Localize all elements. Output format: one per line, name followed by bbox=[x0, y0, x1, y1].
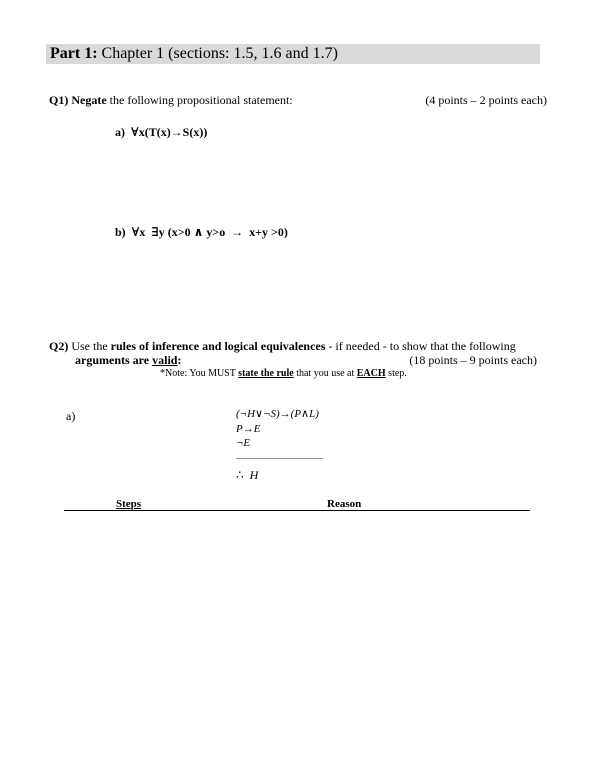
therefore-symbol: ∴ bbox=[236, 468, 244, 482]
argument-divider bbox=[236, 458, 323, 459]
premise-3: ¬E bbox=[236, 437, 251, 449]
q2-note-mid: that you use at bbox=[296, 368, 355, 379]
q1-verb: Negate bbox=[71, 93, 107, 107]
q1-item-a-expr: ∀x(T(x)→S(x)) bbox=[131, 125, 208, 139]
q1-prompt bbox=[49, 92, 293, 108]
part-label: Part 1: bbox=[50, 45, 98, 62]
conclusion bbox=[236, 467, 258, 483]
q1-text: the following propositional statement: bbox=[109, 93, 293, 107]
part-chapter: Chapter 1 (sections: 1.5, 1.6 and 1.7) bbox=[101, 45, 338, 62]
q2-note bbox=[160, 367, 407, 380]
q1-item-b-expr: ∀x ∃y (x>0 ∧ y>o → x+y >0) bbox=[131, 225, 288, 239]
q1-item-b-label: b) bbox=[115, 225, 126, 239]
q2-note-each: EACH bbox=[356, 368, 386, 379]
q1-points: (4 points – 2 points each) bbox=[425, 93, 547, 107]
q2-rules-phrase: rules of inference and logical equivalences bbox=[110, 339, 326, 353]
part-title bbox=[50, 43, 338, 65]
q2-item-a-label: a) bbox=[66, 409, 76, 423]
premise-2: P→E bbox=[236, 423, 261, 435]
q2-points: (18 points – 9 points each) bbox=[409, 353, 537, 367]
q1-item-a bbox=[115, 124, 207, 140]
conclusion-value: H bbox=[249, 468, 259, 482]
steps-header-label: Steps bbox=[116, 498, 142, 510]
q2-note-state-rule: state the rule bbox=[238, 368, 294, 379]
reason-column-header bbox=[327, 497, 361, 511]
q2-mid: - if needed - to show that the following bbox=[328, 339, 516, 353]
q2-note-post: step. bbox=[388, 368, 407, 379]
premise-1: (¬H∨¬S)→(P∧L) bbox=[236, 408, 319, 420]
q2-line2-pre: arguments are bbox=[75, 353, 150, 367]
q2-valid-word: valid bbox=[152, 353, 178, 367]
q2-colon: : bbox=[177, 353, 182, 367]
q1-number: Q1) bbox=[49, 93, 69, 107]
q1-item-b bbox=[115, 224, 288, 240]
steps-table-rule bbox=[64, 510, 530, 511]
q1-item-a-label: a) bbox=[115, 125, 125, 139]
steps-column-header bbox=[116, 497, 141, 511]
q2-number: Q2) bbox=[49, 339, 69, 353]
q2-intro: Use the bbox=[71, 339, 108, 353]
reason-header-label: Reason bbox=[327, 498, 362, 510]
q2-note-pre: *Note: You MUST bbox=[160, 368, 236, 379]
q2-prompt-line2 bbox=[75, 352, 181, 368]
